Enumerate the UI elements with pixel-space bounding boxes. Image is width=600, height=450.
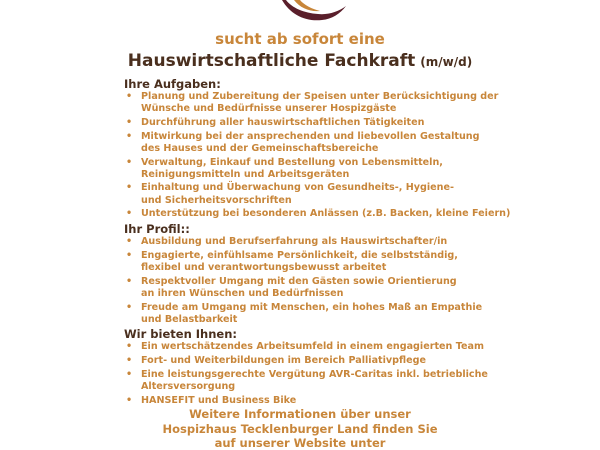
item-text: Respektvoller Umgang mit den Gästen sowie Orientierung an ihren Wünschen und Bedürfnissen [141, 275, 457, 299]
list-item [124, 91, 600, 115]
item-text: Verwaltung, Einkauf und Bestellung von Lebensmitteln, Reinigungsmitteln und Arbeitsgeräten [141, 156, 443, 180]
section-heading: Wir bieten Ihnen: [124, 327, 238, 342]
item-text: Planung und Zubereitung der Speisen unter Berücksichtigung der Wünsche und Bedürfnisse unserer Hospizgäste [141, 91, 499, 115]
section-heading: Ihre Aufgaben: [124, 77, 221, 91]
bullet-icon: • [126, 156, 133, 168]
item-text: Unterstützung bei besonderen Anlässen (z.B. Backen, kleine Feiern) [141, 208, 511, 220]
bullet-icon: • [126, 130, 133, 142]
angebot-list [124, 341, 600, 407]
list-item [124, 395, 600, 407]
footer-info: Weitere Informationen über unser Hospizhaus Tecklenburger Land finden Sie auf unserer Website unter [162, 407, 438, 450]
list-item [124, 236, 600, 248]
hospiz-logo-icon [260, 0, 360, 24]
bullet-icon: • [126, 275, 133, 287]
item-text: Ein wertschätzendes Arbeitsumfeld in einem engagierten Team [141, 341, 484, 353]
list-item [124, 302, 600, 326]
bullet-icon: • [126, 182, 133, 194]
item-text: Engagierte, einfühlsame Persönlichkeit, die selbstständig, flexibel und verantwortungsbewusst arbeitet [141, 249, 458, 273]
section-heading: Ihr Profil:: [124, 222, 190, 237]
list-item [124, 208, 600, 220]
list-item [124, 131, 600, 155]
bullet-icon: • [126, 249, 133, 261]
list-item [124, 355, 600, 367]
section-angebot [124, 327, 600, 407]
item-text: Eine leistungsgerechte Vergütung AVR-Caritas inkl. betriebliche Altersversorgung [141, 368, 488, 393]
section-profil [124, 222, 600, 326]
aufgaben-list [124, 91, 600, 221]
list-item [124, 157, 600, 181]
item-text: Fort- und Weiterbildungen im Bereich Palliativpflege [141, 355, 427, 367]
intro-text: sucht ab sofort eine [215, 30, 385, 48]
list-item [124, 341, 600, 353]
item-text: Freude am Umgang mit Menschen, ein hohes Maß an Empathie und Belastbarkeit [141, 301, 483, 325]
item-text: HANSEFIT und Business Bike [141, 394, 297, 406]
bullet-icon: • [126, 355, 133, 367]
item-text: Durchführung aller hauswirtschaftlichen Tätigkeiten [141, 116, 425, 128]
profil-list [124, 236, 600, 326]
job-title-suffix: (m/w/d) [420, 55, 473, 69]
content [124, 77, 600, 408]
list-item [124, 117, 600, 129]
bullet-icon: • [126, 301, 133, 313]
section-aufgaben [124, 77, 600, 221]
bullet-icon: • [126, 394, 133, 406]
item-text: Mitwirkung bei der ansprechenden und liebevollen Gestaltung des Hauses und der Gemeinschaftsbereiche [141, 130, 480, 154]
job-title: Hauswirtschaftliche Fachkraft [127, 51, 416, 71]
bullet-icon: • [126, 236, 133, 248]
bullet-icon: • [126, 208, 133, 220]
list-item [124, 369, 600, 393]
bullet-icon: • [126, 341, 133, 353]
bullet-icon: • [126, 91, 133, 102]
list-item [124, 276, 600, 300]
bullet-icon: • [126, 116, 133, 128]
item-text: Einhaltung und Überwachung von Gesundheits-, Hygiene- und Sicherheitsvorschriften [141, 182, 454, 206]
list-item [124, 182, 600, 206]
title-row [0, 51, 600, 71]
list-item [124, 250, 600, 274]
bullet-icon: • [126, 368, 133, 380]
item-text: Ausbildung und Berufserfahrung als Hauswirtschafter/in [141, 236, 448, 248]
